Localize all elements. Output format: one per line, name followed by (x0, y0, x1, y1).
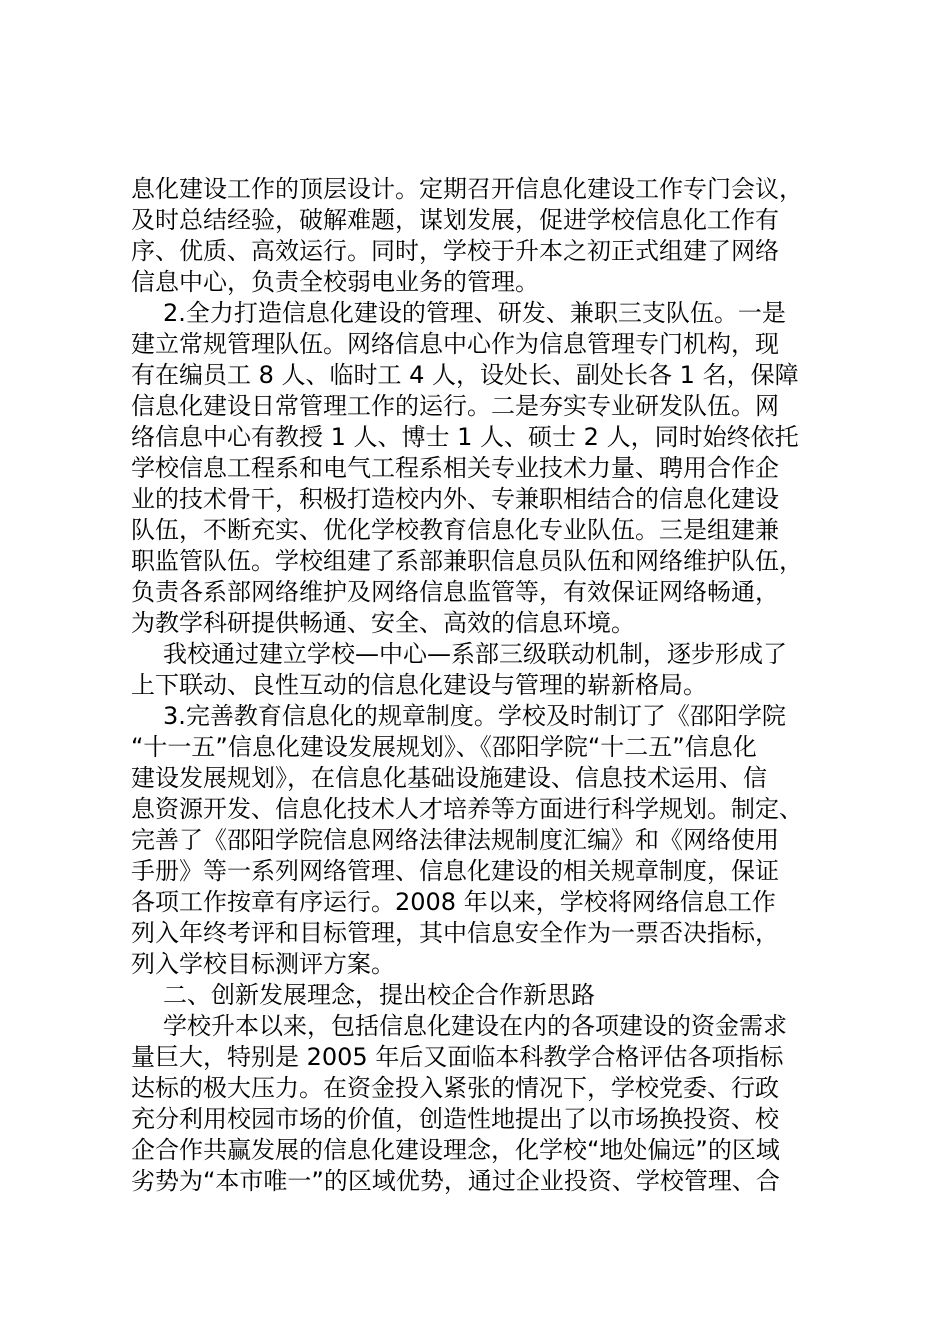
text-line: 建设发展规划》，在信息化基础设施建设、信息技术运用、信 (131, 764, 767, 792)
section-heading: 二、创新发展理念，提出校企合作新思路 (163, 981, 595, 1009)
text-line: 职监管队伍。学校组建了系部兼职信息员队伍和网络维护队伍， (131, 547, 803, 575)
text-line: 络信息中心有教授 1 人、博士 1 人、硕士 2 人，同时始终依托 (131, 423, 799, 451)
text-line: 企合作共赢发展的信息化建设理念，化学校“地处偏远”的区域 (131, 1136, 780, 1164)
paragraph-start-line: 2.全力打造信息化建设的管理、研发、兼职三支队伍。一是 (163, 299, 786, 327)
text-line: 有在编员工 8 人、临时工 4 人，设处长、副处长各 1 名，保障 (131, 361, 799, 389)
text-line: 列入学校目标测评方案。 (131, 950, 395, 978)
text-line: 息化建设工作的顶层设计。定期召开信息化建设工作专门会议， (131, 175, 803, 203)
text-line: 达标的极大压力。在资金投入紧张的情况下，学校党委、行政 (131, 1074, 779, 1102)
text-line: “十一五”信息化建设发展规划》、《邵阳学院“十二五”信息化 (131, 733, 757, 761)
text-line: 息资源开发、信息化技术人才培养等方面进行科学规划。制定、 (131, 795, 803, 823)
text-line: 手册》等一系列网络管理、信息化建设的相关规章制度，保证 (131, 857, 779, 885)
text-line: 队伍，不断充实、优化学校教育信息化专业队伍。三是组建兼 (131, 516, 779, 544)
text-line: 列入年终考评和目标管理，其中信息安全作为一票否决指标， (131, 919, 779, 947)
text-line: 为教学科研提供畅通、安全、高效的信息环境。 (131, 609, 635, 637)
text-line: 充分利用校园市场的价值，创造性地提出了以市场换投资、校 (131, 1105, 779, 1133)
text-line: 上下联动、良性互动的信息化建设与管理的崭新格局。 (131, 671, 707, 699)
text-line: 及时总结经验，破解难题，谋划发展，促进学校信息化工作有 (131, 206, 779, 234)
text-line: 负责各系部网络维护及网络信息监管等，有效保证网络畅通， (131, 578, 779, 606)
paragraph-start-line: 我校通过建立学校—中心—系部三级联动机制，逐步形成了 (163, 640, 787, 668)
text-line: 建立常规管理队伍。网络信息中心作为信息管理专门机构，现 (131, 330, 779, 358)
paragraph-start-line: 3.完善教育信息化的规章制度。学校及时制订了《邵阳学院 (163, 702, 786, 730)
text-line: 量巨大，特别是 2005 年后又面临本科教学合格评估各项指标 (131, 1043, 784, 1071)
text-line: 劣势为“本市唯一”的区域优势，通过企业投资、学校管理、合 (131, 1167, 780, 1195)
text-line: 学校信息工程系和电气工程系相关专业技术力量、聘用合作企 (131, 454, 779, 482)
text-line: 序、优质、高效运行。同时，学校于升本之初正式组建了网络 (131, 237, 779, 265)
paragraph-start-line: 学校升本以来，包括信息化建设在内的各项建设的资金需求 (163, 1012, 787, 1040)
text-line: 各项工作按章有序运行。2008 年以来，学校将网络信息工作 (131, 888, 776, 916)
text-line: 完善了《邵阳学院信息网络法律法规制度汇编》和《网络使用 (131, 826, 779, 854)
text-line: 业的技术骨干，积极打造校内外、专兼职相结合的信息化建设 (131, 485, 779, 513)
text-line: 信息中心，负责全校弱电业务的管理。 (131, 268, 539, 296)
text-line: 信息化建设日常管理工作的运行。二是夯实专业研发队伍。网 (131, 392, 779, 420)
